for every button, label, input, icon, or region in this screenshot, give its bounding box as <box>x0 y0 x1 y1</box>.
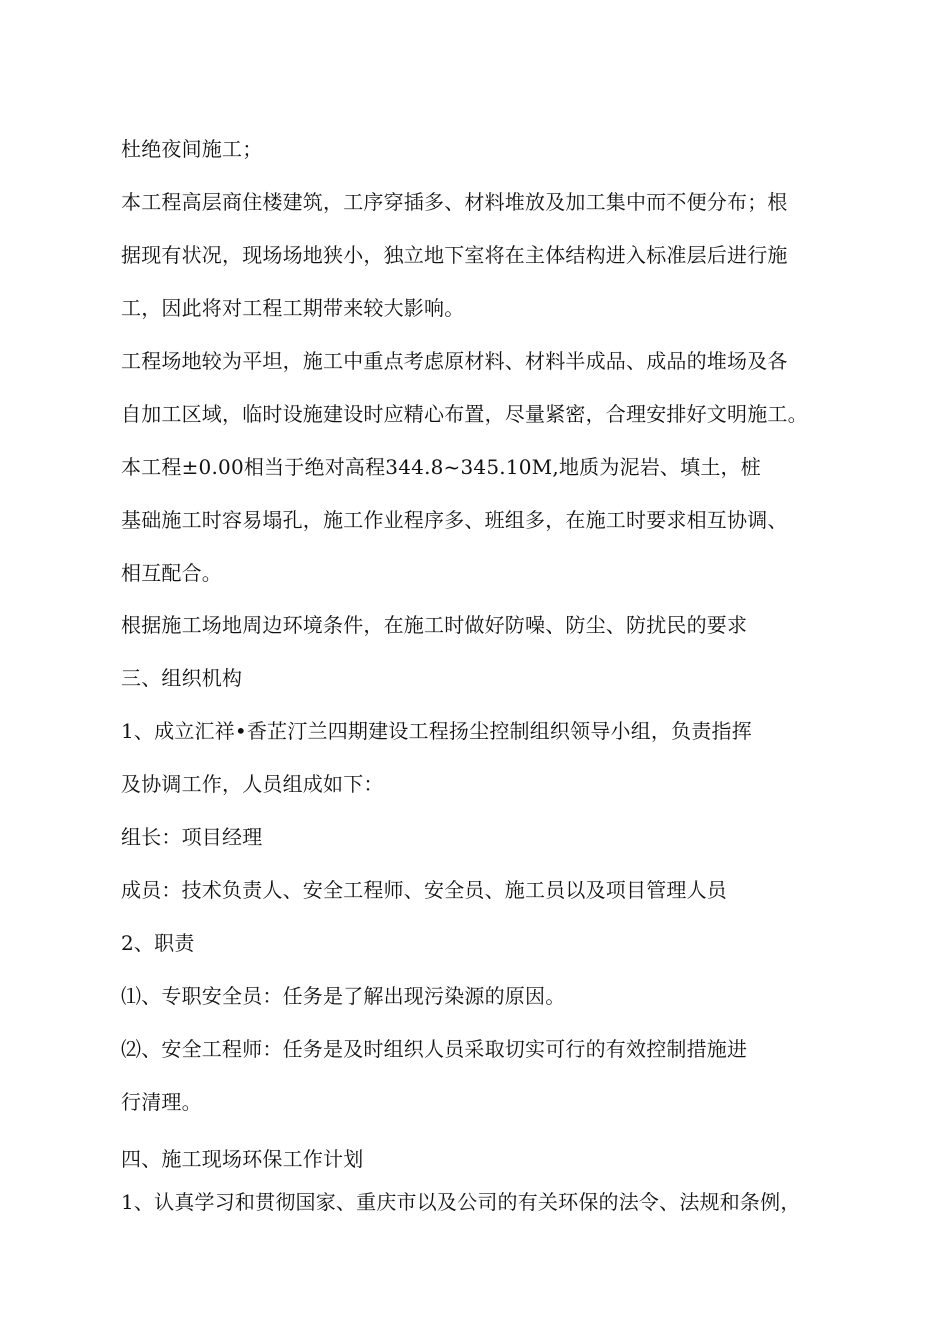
paragraph-line: 工，因此将对工程工期带来较大影响。 <box>121 296 465 320</box>
paragraph-line: 杜绝夜间施工； <box>121 137 263 161</box>
paragraph-line: 1、成立汇祥•香芷汀兰四期建设工程扬尘控制组织领导小组，负责指挥 <box>121 719 752 743</box>
paragraph-line: 自加工区域，临时设施建设时应精心布置，尽量紧密，合理安排好文明施工。 <box>121 402 808 426</box>
paragraph-line: 行清理。 <box>121 1090 202 1114</box>
paragraph-line: 本工程高层商住楼建筑，工序穿插多、材料堆放及加工集中而不便分布；根 <box>121 190 788 214</box>
paragraph-line: 组长：项目经理 <box>121 825 263 849</box>
paragraph-line: 工程场地较为平坦，施工中重点考虑原材料、材料半成品、成品的堆场及各 <box>121 349 788 373</box>
paragraph-line: 基础施工时容易塌孔，施工作业程序多、班组多，在施工时要求相互协调、 <box>121 508 788 532</box>
paragraph-line: 及协调工作，人员组成如下： <box>121 772 384 796</box>
paragraph-line: 成员：技术负责人、安全工程师、安全员、施工员以及项目管理人员 <box>121 878 727 902</box>
paragraph-line: 根据施工场地周边环境条件，在施工时做好防噪、防尘、防扰民的要求 <box>121 613 748 637</box>
paragraph-line: 1、认真学习和贯彻国家、重庆市以及公司的有关环保的法令、法规和条例， <box>121 1190 801 1214</box>
paragraph-line: 相互配合。 <box>121 561 222 585</box>
subsection-heading: 2、职责 <box>121 931 195 955</box>
paragraph-line: 本工程±0.00相当于绝对高程344.8~345.10M,地质为泥岩、填土，桩 <box>121 455 761 479</box>
paragraph-line: ⑴、专职安全员：任务是了解出现污染源的原因。 <box>121 984 566 1008</box>
section-heading: 四、施工现场环保工作计划 <box>121 1147 364 1171</box>
paragraph-line: 据现有状况，现场场地狭小，独立地下室将在主体结构进入标准层后进行施 <box>121 243 788 267</box>
section-heading: 三、组织机构 <box>121 666 243 690</box>
paragraph-line: ⑵、安全工程师：任务是及时组织人员采取切实可行的有效控制措施进 <box>121 1037 748 1061</box>
